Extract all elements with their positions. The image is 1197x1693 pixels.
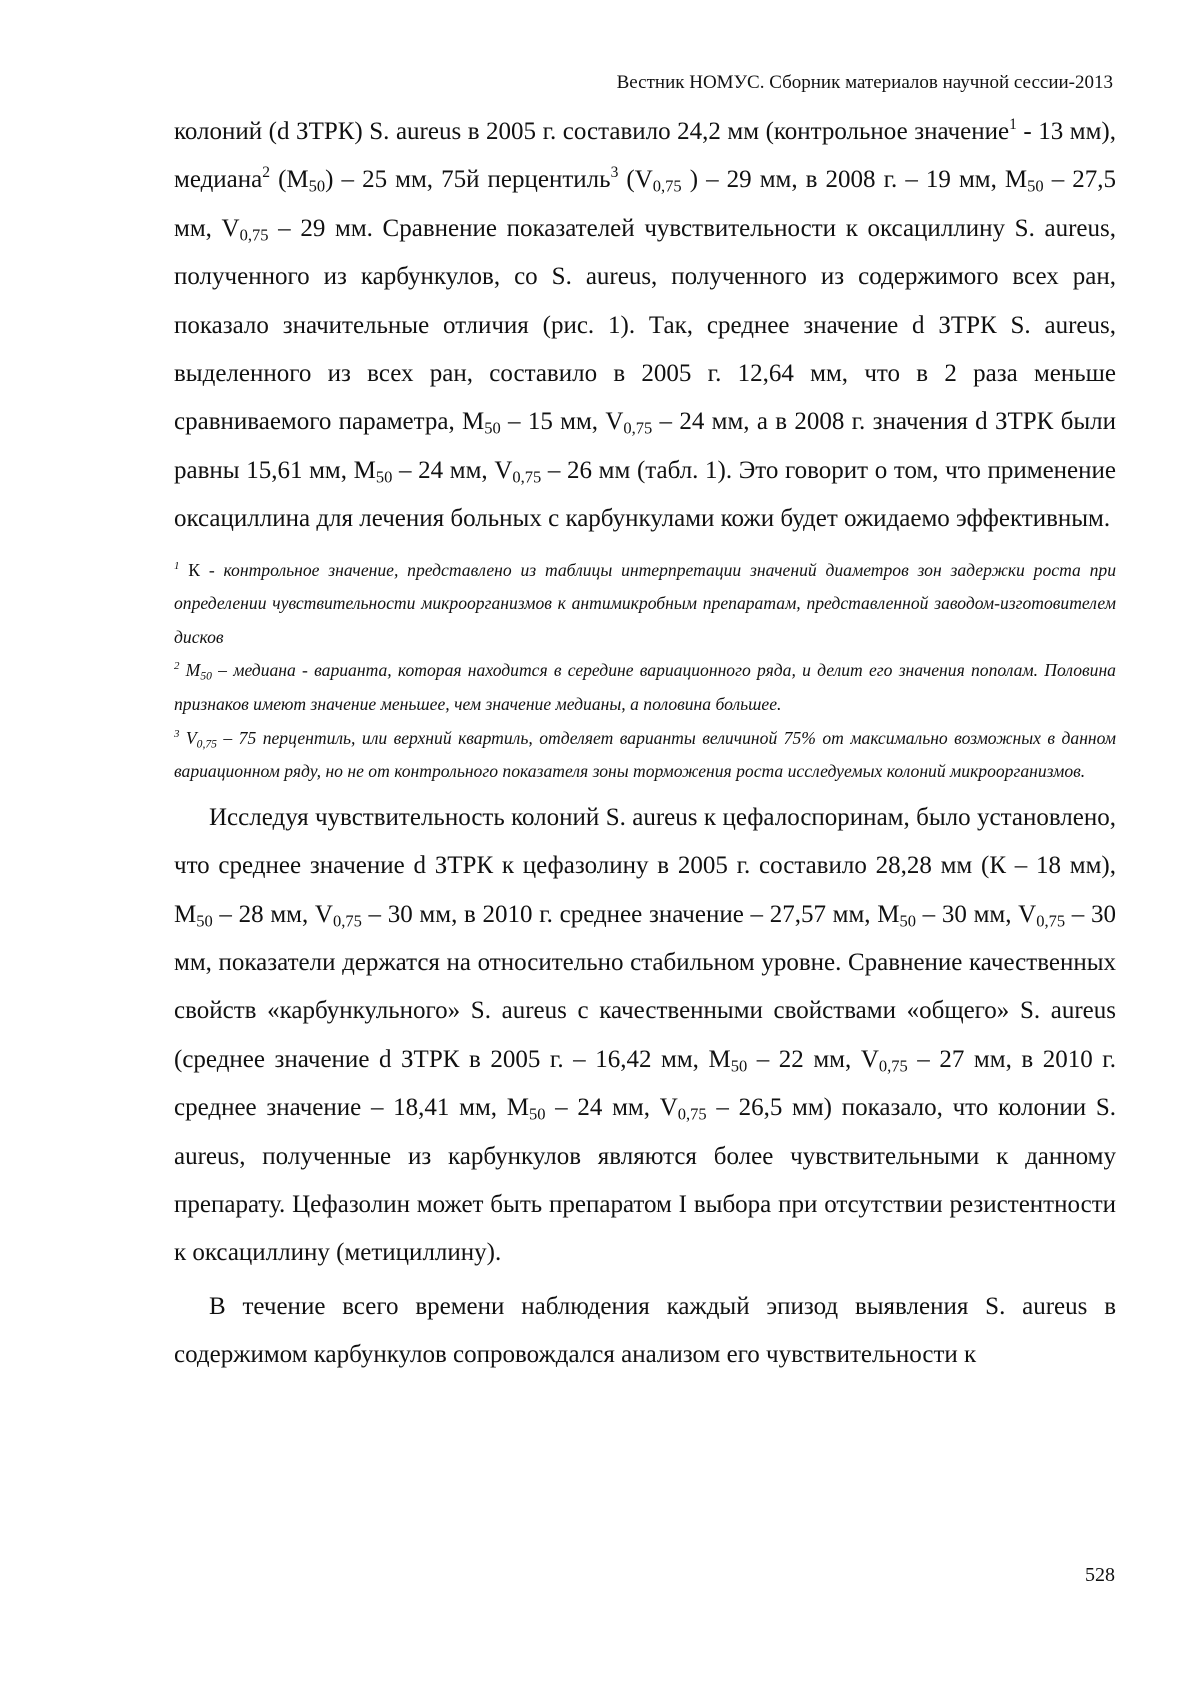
subscript-v075: 0,75 bbox=[332, 911, 362, 931]
subscript-m50: 50 bbox=[375, 467, 393, 487]
text-run: - 13 мм), медиана bbox=[174, 118, 1117, 194]
footnote-term: К - bbox=[179, 559, 224, 580]
footnote-1 bbox=[174, 554, 1116, 655]
text-run: – 27,5 мм, V bbox=[174, 166, 1117, 242]
footnote-ref-3: 3 bbox=[610, 164, 619, 182]
text-run: – 15 мм, V bbox=[500, 408, 624, 436]
text-run: – 24 мм, V bbox=[392, 456, 513, 484]
subscript-m50: 50 bbox=[899, 911, 916, 931]
page-content bbox=[174, 108, 1116, 1380]
footnote-3 bbox=[174, 722, 1116, 789]
footnote-number: 3 bbox=[174, 727, 180, 740]
footnote-number: 2 bbox=[174, 660, 180, 673]
paragraph-observation: В течение всего времени наблюдения каждый эпизод выявления S. aureus в содержимом карбункулов сопровождался анализом его чувствительности к bbox=[174, 1292, 1116, 1369]
subscript-v075: 0,75 bbox=[677, 1104, 707, 1124]
subscript-v075: 0,75 bbox=[878, 1056, 908, 1076]
text-run: – 26 мм (табл. 1). Это говорит о том, что применение оксациллина для лечения больных с карбункулами кожи будет ожидаемо эффективным. bbox=[174, 456, 1116, 533]
text-run: – 29 мм. Сравнение показателей чувствительности к оксациллину S. aureus, полученного из карбункулов, со S. aureus, полученного из содержимого всех ран, показало значительные отличия (рис. 1). Так, среднее значение d ЗТРК S. aureus, выделенного из всех ран, составило в 2005 г. 12,64 мм, что в 2 раза меньше сравниваемого параметра, M bbox=[174, 214, 1117, 436]
subscript-m50: 50 bbox=[200, 669, 212, 683]
footnote-term: M bbox=[179, 660, 201, 681]
footnote-text: – медиана - варианта, которая находится в середине вариационного ряда, и делит его значения пополам. Половина признаков имеют значение меньшее, чем значение медианы, а половина большее. bbox=[174, 660, 1116, 715]
text-run: колоний (d ЗТРК) S. aureus в 2005 г. составило 24,2 мм (контрольное значение bbox=[174, 118, 1010, 145]
page-number: 528 bbox=[1085, 1564, 1115, 1586]
subscript-v075: 0,75 bbox=[652, 177, 682, 197]
footnote-term: V bbox=[179, 727, 197, 748]
text-run: (M bbox=[270, 166, 309, 194]
footnote-ref-1: 1 bbox=[1009, 115, 1017, 133]
footnote-ref-2: 2 bbox=[262, 164, 271, 182]
journal-header: Вестник НОМУС. Сборник материалов научной сессии-2013 bbox=[616, 72, 1113, 93]
text-run: ) – 29 мм, в 2008 г. – 19 мм, M bbox=[681, 166, 1028, 194]
paragraph-oxacillin bbox=[174, 108, 1116, 544]
footnote-2 bbox=[174, 654, 1116, 721]
subscript-m50: 50 bbox=[528, 1104, 546, 1124]
subscript-v075: 0,75 bbox=[623, 419, 653, 439]
subscript-v075: 0,75 bbox=[196, 736, 217, 750]
text-run: – 30 мм, показатели держатся на относительно стабильном уровне. Сравнение качественных свойств «карбункульного» S. aureus с качественными свойствами «общего» S. aureus (среднее значение d ЗТРК в 2005 г. – 16,42 мм, M bbox=[174, 900, 1116, 1073]
footnote-number: 1 bbox=[174, 559, 180, 572]
subscript-v075: 0,75 bbox=[512, 467, 542, 487]
subscript-m50: 50 bbox=[730, 1056, 748, 1076]
subscript-m50: 50 bbox=[484, 419, 501, 439]
footnotes bbox=[174, 554, 1116, 789]
subscript-m50: 50 bbox=[1027, 177, 1044, 197]
text-run: – 28 мм, V bbox=[212, 900, 333, 928]
text-run: ) – 25 мм, 75й перцентиль bbox=[325, 166, 611, 194]
paragraph-cephalosporins bbox=[174, 794, 1116, 1278]
footnote-text: контрольное значение, представлено из таблицы интерпретации значений диаметров зон задержки роста при определении чувствительности микроорганизмов к антимикробным препаратам, представленной заводом-изготовителем дисков bbox=[174, 559, 1116, 647]
text-run: – 22 мм, V bbox=[747, 1045, 879, 1073]
text-run: – 24 мм, V bbox=[545, 1094, 678, 1122]
text-run: Исследуя чувствительность колоний S. aureus к цефалоспоринам, было установлено, что среднее значение d ЗТРК к цефазолину в 2005 г. составило 28,28 мм (К – 18 мм), M bbox=[174, 803, 1116, 928]
subscript-v075: 0,75 bbox=[239, 225, 269, 245]
text-run: – 24 мм, а в 2008 г. значения d ЗТРК были равны 15,61 мм, M bbox=[174, 408, 1116, 484]
text-run: – 27 мм, в 2010 г. среднее значение – 18,41 мм, M bbox=[174, 1045, 1116, 1122]
subscript-m50: 50 bbox=[196, 911, 213, 931]
text-run: (V bbox=[618, 166, 653, 194]
text-run: – 30 мм, V bbox=[915, 900, 1037, 928]
footnote-text: – 75 перцентиль, или верхний квартиль, отделяет варианты величиной 75% от максимально возможных в данном вариационном ряду, но не от контрольного показателя зоны торможения роста исследуемых колоний микроорганизмов. bbox=[174, 727, 1117, 782]
text-run: – 30 мм, в 2010 г. среднее значение – 27,57 мм, M bbox=[361, 900, 900, 928]
text-run: – 26,5 мм) показало, что колонии S. aureus, полученные из карбункулов являются более чувствительными к данному препарату. Цефазолин может быть препаратом I выбора при отсутствии резистентности к оксациллину (метициллину). bbox=[174, 1094, 1116, 1267]
subscript-m50: 50 bbox=[308, 177, 326, 197]
subscript-v075: 0,75 bbox=[1036, 911, 1066, 931]
